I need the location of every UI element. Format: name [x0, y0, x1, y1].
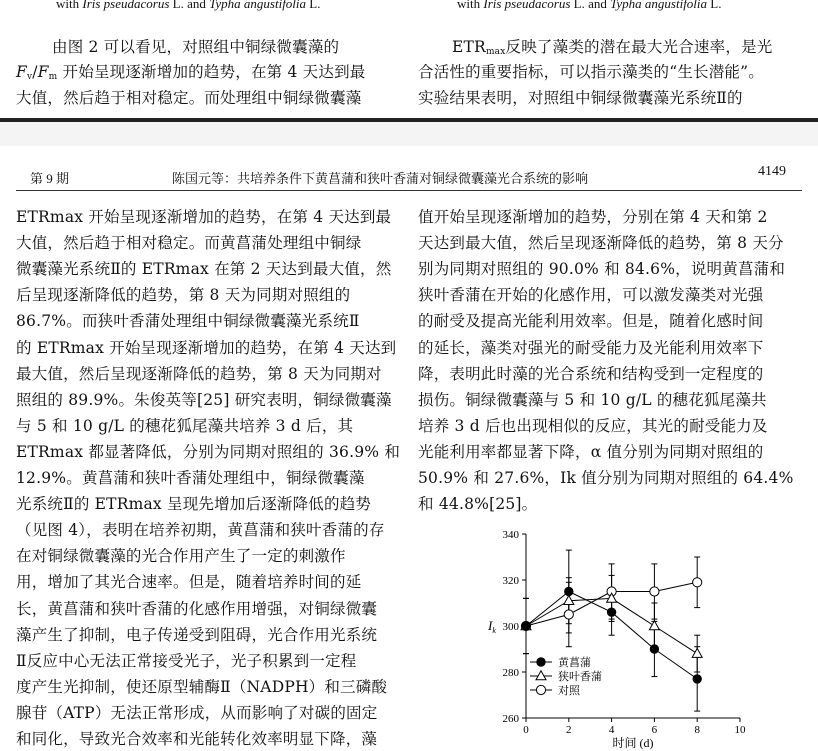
body-left-line-20: 腺苷（ATP）无法正常形成，从而影响了对碳的固定	[16, 703, 378, 722]
legend-marker-3	[536, 685, 545, 694]
body-left-line-11: 12.9%。黄菖蒲和狭叶香蒲处理组中，铜绿微囊藻	[16, 469, 365, 487]
body-right-line-1: 值开始呈现逐渐增加的趋势，分别在第 4 天和第 2	[418, 208, 768, 226]
body-left-line-2: 大值，然后趋于相对稳定。而黄菖蒲处理组中铜绿	[16, 234, 362, 253]
page-number: 4149	[758, 164, 786, 179]
y-tick-label: 280	[502, 667, 519, 679]
body-right-line-12: 和 44.8%[25]。	[418, 495, 538, 514]
y-tick-label: 260	[502, 713, 519, 725]
x-axis-label: 时间 (d)	[612, 736, 654, 750]
body-right-line-3: 别为同期对照组的 90.0% 和 84.6%，说明黄菖蒲和	[418, 260, 786, 279]
body-left-line-6: 的 ETRmax 开始呈现逐渐增加的趋势，在第 4 天达到	[16, 338, 397, 357]
body-left-line-19: 度产生光抑制，使还原型辅酶Ⅱ（NADPH）和三磷酸	[16, 677, 388, 696]
series-2-point	[692, 648, 702, 657]
legend-label-3: 对照	[558, 685, 580, 697]
series-2-point	[649, 621, 659, 630]
body-left-line-14: 在对铜绿微囊藻的光合作用产生了一定的刺激作	[16, 547, 346, 566]
series-3-point	[650, 587, 659, 596]
legend-marker-1	[537, 658, 545, 666]
x-tick-label: 10	[734, 724, 746, 736]
legend-label-1: 黄菖蒲	[558, 657, 591, 669]
series-3-point	[564, 610, 573, 619]
body-left-line-8: 照组的 89.9%。朱俊英等[25] 研究表明，铜绿微囊藻	[16, 390, 392, 409]
y-tick-label: 340	[502, 529, 519, 541]
series-1-point	[522, 622, 530, 630]
body-right-line-5: 的耐受及提高光能利用效率。但是，随着化感时间	[418, 312, 764, 331]
body-right-line-2: 天达到最大值，然后呈现逐渐降低的趋势，第 8 天分	[418, 234, 784, 253]
header-rule	[16, 190, 802, 191]
body-right-line-9: 培养 3 d 后也出现相似的反应，其光的耐受能力及	[418, 416, 768, 435]
body-left-line-17: 藻产生了抑制，电子传递受到阻碍，光合作用光系统	[16, 625, 378, 644]
upper-right-line-1: $ETR_{max}$反映了藻类的潜在最大光合速率，是光	[452, 38, 773, 57]
x-tick-label: 6	[651, 724, 658, 736]
upper-left-line-3: 大值，然后趋于相对稳定。而处理组中铜绿微囊藻	[16, 89, 362, 107]
x-tick-label: 4	[608, 724, 615, 736]
ik-line-chart	[470, 522, 760, 751]
upper-left-line-2: $F_v/F_m$ 开始呈现逐渐增加的趋势，在第 4 天达到最	[16, 63, 366, 82]
body-left-line-13: （见图 4），表明在培养初期，黄菖蒲和狭叶香蒲的存	[16, 521, 385, 540]
body-left-line-10: ETRmax 都显著降低，分别为同期对照组的 36.9% 和	[16, 442, 401, 461]
y-axis-label-sub: k	[492, 626, 496, 635]
body-left-line-4: 后呈现逐渐降低的趋势，第 8 天为同期对照组的	[16, 286, 351, 305]
body-left-line-12: 光系统Ⅱ的 ETRmax 呈现先增加后逐渐降低的趋势	[16, 495, 372, 514]
series-1-point	[607, 608, 615, 616]
body-left-line-18: Ⅱ反应中心无法正常接受光子，光子积累到一定程	[16, 651, 357, 670]
body-left-line-16: 长，黄菖蒲和狭叶香蒲的化感作用增强，对铜绿微囊	[16, 599, 378, 618]
series-1-point	[565, 587, 573, 595]
body-left-line-5: 86.7%。而狭叶香蒲处理组中铜绿微囊藻光系统Ⅱ	[16, 312, 360, 331]
body-left-line-1: ETRmax 开始呈现逐渐增加的趋势，在第 4 天达到最	[16, 208, 392, 226]
y-tick-label: 300	[502, 621, 519, 633]
body-left-line-3: 微囊藻光系统Ⅱ的 ETRmax 在第 2 天达到最大值，然	[16, 260, 392, 279]
x-tick-label: 8	[694, 724, 700, 736]
body-left-line-21: 和同化，导致光合效率和光能转化效率明显下降，藻	[16, 730, 378, 748]
legend-marker-2	[536, 671, 546, 680]
x-tick-label: 2	[566, 724, 572, 736]
body-right-line-10: 光能利用率都显著下降，α 值分别为同期对照组的	[418, 442, 764, 461]
series-3-point	[693, 578, 702, 587]
body-right-line-7: 降，表明此时藻的光合系统和结构受到一定程度的	[418, 364, 764, 383]
running-title: 陈国元等：共培养条件下黄菖蒲和狭叶香蒲对铜绿微囊藻光合系统的影响	[172, 171, 589, 186]
x-tick-label: 0	[523, 724, 529, 736]
body-left-line-15: 用，增加了其光合速率。但是，随着培养时间的延	[16, 573, 362, 592]
figure-caption-right: with Iris pseudacorus L. and Typha angustifolia L.	[457, 0, 722, 11]
upper-right-line-2: 合活性的重要指标，可以指示藻类的“生长潜能”。	[418, 63, 764, 81]
legend-label-2: 狭叶香蒲	[558, 671, 602, 683]
body-right-line-6: 的延长，藻类对强光的耐受能力及光能利用效率下	[418, 338, 764, 357]
y-axis-label: $I_k$	[488, 618, 496, 635]
body-left-line-7: 最大值，然后呈现逐渐降低的趋势，第 8 天为同期对	[16, 364, 382, 383]
issue-label: 第 9 期	[30, 171, 70, 186]
upper-left-line-1: 由图 2 可以看见，对照组中铜绿微囊藻的	[52, 38, 340, 56]
page-gap	[0, 118, 818, 146]
page-break-rule	[0, 118, 818, 122]
body-right-line-4: 狭叶香蒲在开始的化感作用，可以激发藻类对光强	[418, 286, 764, 305]
series-2-point	[564, 596, 574, 605]
series-1-point	[693, 675, 701, 683]
upper-right-line-3: 实验结果表明，对照组中铜绿微囊藻光系统Ⅱ的	[418, 89, 743, 107]
y-tick-label: 320	[502, 575, 519, 587]
figure-caption-left: with Iris pseudacorus L. and Typha angustifolia L.	[56, 0, 321, 11]
body-left-line-9: 与 5 和 10 g/L 的穗花狐尾藻共培养 3 d 后，其	[16, 416, 354, 435]
body-right-line-8: 损伤。铜绿微囊藻与 5 和 10 g/L 的穗花狐尾藻共	[418, 390, 767, 409]
body-right-line-11: 50.9% 和 27.6%，Ik 值分别为同期对照组的 64.4%	[418, 469, 794, 487]
series-1-point	[650, 645, 658, 653]
